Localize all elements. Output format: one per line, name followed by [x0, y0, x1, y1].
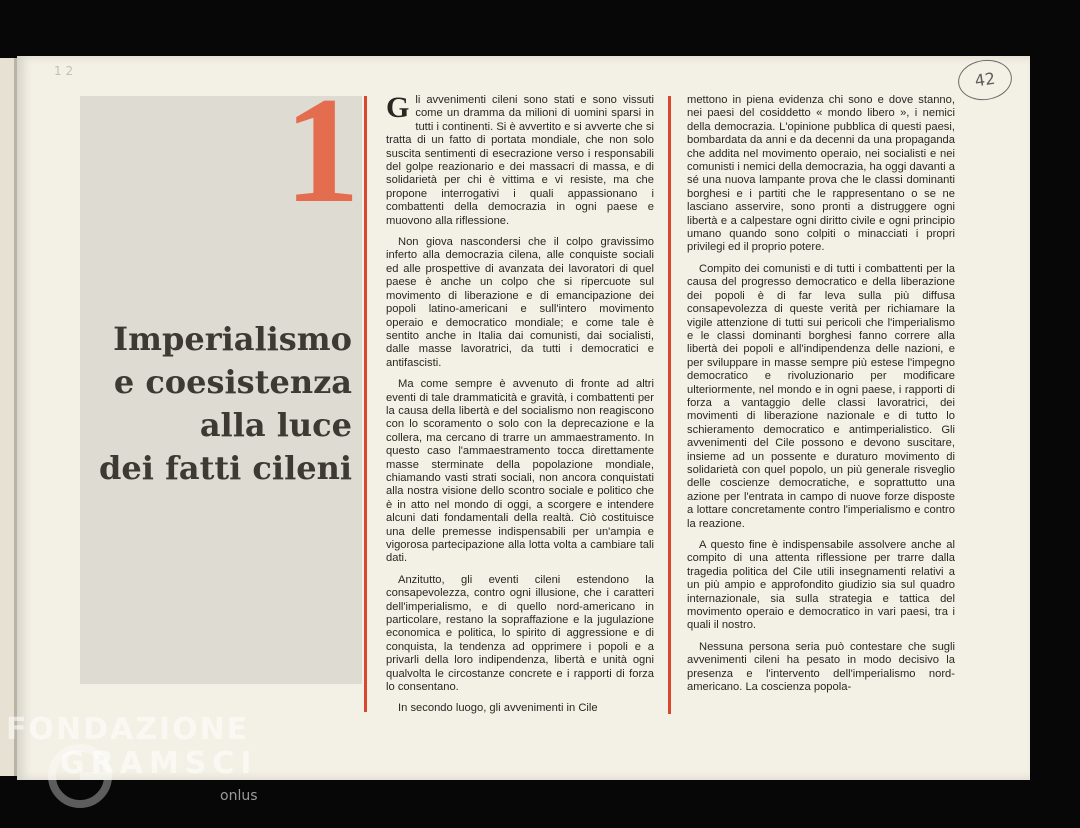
chapter-title: [70, 318, 352, 490]
paragraph: mettono in piena evidenza chi sono e dove stanno, nei paesi del cosiddetto « mondo libero », i nemici della democrazia. L'opinione pubblica di questi paesi, bombardata da anni e da decenni da una propaganda che addita nel movimento operaio, nei socialisti e nei comunisti i nemici della democrazia, ha oggi davanti a sé una nuova lampante prova che le classi dominanti borghesi e i partiti che le rappresentano o se ne lasciano asservire, sono pronti a distruggere ogni libertà e a calpestare ogni diritto civile e ogni principio umano quando sono colpiti o minacciati i propri privilegi ed il proprio potere.: [687, 94, 955, 254]
text-column-1: [386, 91, 654, 716]
column-rule-left: [364, 96, 367, 712]
chapter-number: 1: [284, 66, 360, 234]
page-number: 42: [955, 56, 1014, 103]
title-line-3: alla luce: [199, 406, 352, 444]
paragraph-text: li avvenimenti cileni sono stati e sono vissuti come un dramma da milioni di uomini sparsi in tutti i continenti. Si è avvertito e si avverte che si tratta di un fatto di portata mondiale, che non solo suscita sentimenti di esecrazione verso i responsabili del golpe reazionario e dei massacri di massa, e di solidarietà per chi è vittima e vi resiste, ma che propone interrogativi i quali appassionano i combattenti della democrazia in ogni paese e muovono alla riflessione.: [386, 94, 654, 227]
watermark-onlus: onlus: [220, 788, 258, 804]
paragraph: In secondo luogo, gli avvenimenti in Cile: [398, 702, 598, 715]
drop-cap: G: [386, 91, 410, 124]
text-column-2: [687, 94, 955, 694]
watermark-line-1: FONDAZIONE: [6, 712, 250, 747]
title-line-2: e coesistenza: [113, 363, 352, 401]
paragraph: Non giova nascondersi che il colpo gravissimo inferto alla democrazia cilena, alle conquiste sociali ed alle prospettive di avanzata dei lavoratori di quel paese è anche un colpo che si ripercuote sul movimento di liberazione e di emancipazione dei popoli latino-americani e sull'intero movimento operaio e democratico mondiale; e come tale è sentito anche in Italia dai comunisti, dai socialisti, dalle masse lavoratrici, da tutti i democratici e antifascisti.: [386, 236, 654, 369]
pencil-note: 1 2: [54, 64, 74, 78]
paragraph: A questo fine è indispensabile assolvere anche al compito di una attenta riflessione per trarre dalla tragedia politica del Cile utili insegnamenti relativi a un più ampio e approfondito giudizio sia sul quadro internazionale, sia sulla strategia e tattica del movimento operaio e democratico in vari paesi, tra i quali il nostro.: [687, 539, 955, 632]
paragraph: Anzitutto, gli eventi cileni estendono la consapevolezza, contro ogni illusione, che i caratteri dell'imperialismo, e di quello nord-americano in particolare, restano la sopraffazione e la jugulazione economica e politica, lo spirito di aggressione e di conquista, la tendenza ad opprimere i popoli e a privarli della loro indipendenza, libertà e unità ogni qualvolta le circostanze concrete e i rapporti di forza lo consentano.: [386, 573, 654, 694]
title-line-4: dei fatti cileni: [99, 449, 352, 487]
paragraph: [386, 91, 654, 228]
column-rule-right: [668, 96, 671, 714]
paragraph: Nessuna persona seria può contestare che sugli avvenimenti cileni ha pesato in modo decisivo la presenza e l'intervento dell'imperialismo nord-americano. La coscienza popola-: [687, 640, 955, 694]
paragraph: Compito dei comunisti e di tutti i combattenti per la causa del progresso democratico e della liberazione dei popoli è di far leva sulla più diffusa consapevolezza di queste verità per richiamare la vigile attenzione di tutti sui pericoli che l'imperialismo e le classi dominanti borghesi fanno correre alla libertà dei popoli e all'indipendenza delle nazioni, e per sviluppare in masse sempre più estese l'impegno democratico e rivoluzionario per modificare ulteriormente, nel mondo e in ogni paese, i rapporti di forza a vantaggio delle classi lavoratrici, dei movimenti di liberazione nazionale e di tutto lo schieramento democratico e antimperialistico. Gli avvenimenti del Cile possono e devono suscitare, insieme ad un possente e duraturo movimento di solidarietà con quel popolo, un più generale risveglio delle coscienze democratiche, e soprattutto una azione per l'entrata in campo di nuove forze disposte a lottare concretamente contro l'imperialismo e contro la reazione.: [687, 262, 955, 530]
watermark-line-2: GRAMSCI: [60, 746, 258, 781]
paragraph: Ma come sempre è avvenuto di fronte ad altri eventi di tale drammaticità e gravità, i combattenti per la causa della libertà e del socialismo non reagiscono con lo scoramento o solo con la deprecazione e la collera, ma cercano di trarre un ammaestramento. In questo caso l'ammaestramento tocca direttamente masse sterminate della popolazione mondiale, chiamando vasti strati sociali, non ancora conquistati alla nostra visione dello scontro sociale e politico che è in atto nel mondo di oggi, a scorgere e intendere alcuni dati fondamentali della realtà. Ciò costituisce una delle premesse indispensabili per un'ampia e vigorosa partecipazione alla lotta volta a cambiare tali dati.: [386, 378, 654, 565]
title-line-1: Imperialismo: [113, 320, 352, 358]
